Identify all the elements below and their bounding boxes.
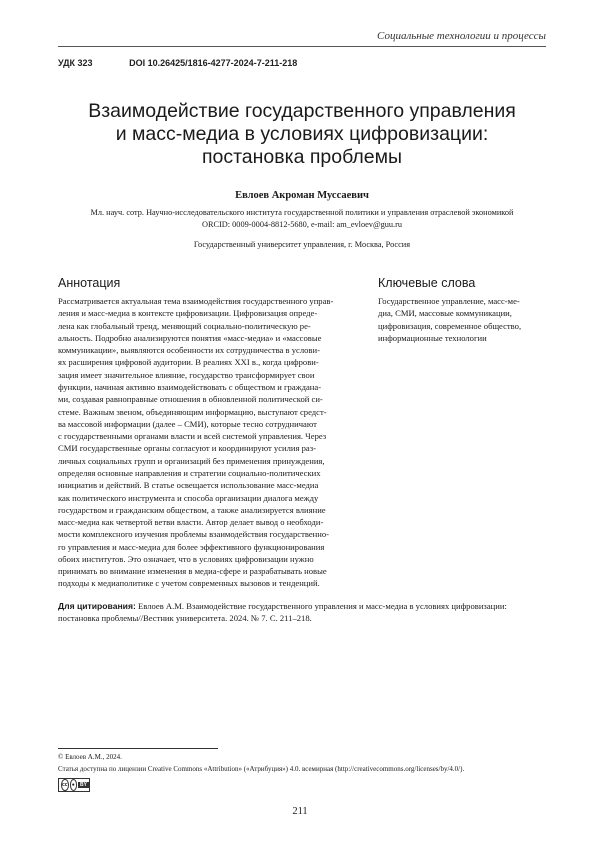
text-line: ления и масс-медиа в контексте цифровизации. Цифровизация опреде- <box>58 308 318 319</box>
license-text: Статья доступна по лицензии Creative Commons «Attribution» («Атрибуция») 4.0. всемирная (http://creativecommons.org/licenses/by/4.0/). <box>58 765 465 773</box>
text-line: ми, создавая равноправные отношения в обновленной политической си- <box>58 394 323 405</box>
affiliation-line: Мл. науч. сотр. Научно-исследовательского института государственной политики и управления отраслевой экономикой <box>90 208 514 217</box>
copyright: © Евлоев А.М., 2024. <box>58 753 122 761</box>
page-number: 211 <box>292 806 308 817</box>
by-label: BY <box>80 782 87 788</box>
abstract-body <box>58 295 364 590</box>
text-line: мости комплексного изучения проблемы взаимодействия государственно- <box>58 529 330 540</box>
running-head: Социальные технологии и процессы <box>377 30 546 42</box>
text-line: обоих институтов. Это означает, что в условиях цифровизации нужно <box>58 553 314 564</box>
title-line: Взаимодействие государственного управления <box>88 100 516 122</box>
text-line: лена как глобальный тренд, меняющий социально-политическую ре- <box>58 320 311 331</box>
text-line: альность. Подробно анализируются понятия «масс-медиа» и «массовые <box>58 332 322 343</box>
footer-rule <box>58 748 218 749</box>
text-line: принимать во внимание изменения в медиа-сфере и разрабатывать новые <box>58 566 327 577</box>
text-line: определяя основные направления и стратегии социально-политических <box>58 467 321 478</box>
text-line: СМИ государственные органы согласуют и координируют усилия раз- <box>58 443 316 454</box>
author-affiliation <box>58 207 546 231</box>
doi: DOI 10.26425/1816-4277-2024-7-211-218 <box>129 58 298 68</box>
text-line: масс-медиа как четвертой ветви власти. Автор делает вывод о необходи- <box>58 517 324 528</box>
text-line: с государственными органами власти и всей системой управления. Через <box>58 431 327 442</box>
header-bar <box>58 28 546 47</box>
text-line: го управления и масс-медиа для более эффективного функционирования <box>58 541 325 552</box>
meta-line <box>58 58 297 68</box>
citation <box>58 600 546 625</box>
keywords-body <box>378 295 546 344</box>
text-line: стеме. Важным звеном, объединяющим информацию, выступают средст- <box>58 406 327 417</box>
cc-by-badge[interactable] <box>58 778 90 792</box>
author-name: Евлоев Акроман Муссаевич <box>235 190 369 201</box>
text-line: подходы к медиаполитике с учетом современных вызовов и тенденций. <box>58 578 320 589</box>
title-line: и масс-медиа в условиях цифровизации: <box>115 123 489 145</box>
text-line: диа, СМИ, массовые коммуникации, <box>378 308 512 319</box>
affiliation-line: ORCID: 0009-0004-8812-5680, e-mail: am_evloev@guu.ru <box>201 220 403 229</box>
text-line: государством и гражданским обществом, а также анализируется влияние <box>58 504 326 515</box>
title-line: постановка проблемы <box>201 146 403 168</box>
text-line: функции, начиная активно взаимодействовать с обществом и граждана- <box>58 381 322 392</box>
abstract-heading: Аннотация <box>58 276 121 290</box>
text-line: Рассматривается актуальная тема взаимодействия государственного управ- <box>58 296 334 306</box>
text-line: информационные технологии <box>378 332 487 343</box>
text-line: личных социальных групп и организаций без применения принуждения, <box>58 455 325 466</box>
citation-text: Евлоев А.М. Взаимодействие государственного управления и масс-медиа в условиях цифровизации: постановка проблемы//Вестник университета. 2024. № 7. С. 211–218. <box>58 601 507 624</box>
university: Государственный университет управления, г. Москва, Россия <box>193 240 411 249</box>
text-line: как политического инструмента и способа организации диалога между <box>58 492 319 503</box>
text-line: ях расширения цифровой аудитории. В реалиях XXI в., когда цифрови- <box>58 357 319 368</box>
udc-code: УДК 323 <box>58 58 93 68</box>
citation-label: Для цитирования: <box>58 601 136 611</box>
attribution-icon: ● <box>70 779 77 791</box>
keywords-heading: Ключевые слова <box>378 276 476 290</box>
text-line: Государственное управление, масс-ме- <box>378 296 520 306</box>
text-line: коммуникации», выявляются особенности их сотрудничества в услови- <box>58 345 320 356</box>
text-line: цифровизация, современное общество, <box>378 320 522 331</box>
article-title <box>58 100 546 169</box>
cc-icon: cc <box>61 779 69 791</box>
text-line: зация имеет значительное влияние, государство трансформирует свои <box>58 369 315 380</box>
text-line: инициатив и действий. В статье освещается использование масс-медиа <box>58 480 319 491</box>
text-line: ва массовой информации (далее – СМИ), которые тесно сотрудничают <box>58 418 317 429</box>
